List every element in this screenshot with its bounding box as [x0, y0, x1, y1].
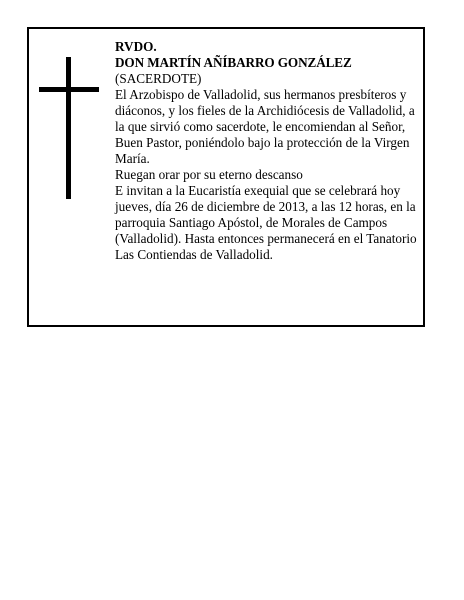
notice-paragraph-funeral-details: E invitan a la Eucaristía exequial que se celebrará hoy jueves, día 26 de diciembre de 2013, a las 12 horas, en la parroquia Santiago Apóstol, de Morales de Campos (Valladolid). Hasta entonces permanecerá en el Tanatorio Las Contiendas de Valladolid. [115, 183, 417, 262]
deceased-name: DON MARTÍN AÑÍBARRO GONZÁLEZ [115, 55, 352, 70]
notice-paragraph-prayer: Ruegan orar por su eterno descanso [115, 167, 303, 182]
deceased-role: (SACERDOTE) [115, 71, 202, 86]
notice-title: RVDO. [115, 39, 157, 54]
obituary-notice-frame [27, 27, 425, 327]
cross-vertical-bar [66, 57, 71, 199]
notice-paragraph-announcement: El Arzobispo de Valladolid, sus hermanos presbíteros y diáconos, y los fieles de la Archidiócesis de Valladolid, a la que sirvió como sacerdote, le encomiendan al Señor, Buen Pastor, poniéndolo bajo la protección de la Virgen María. [115, 87, 415, 166]
cross-horizontal-bar [39, 87, 99, 92]
notice-content [115, 39, 423, 263]
cross-icon [39, 57, 99, 199]
